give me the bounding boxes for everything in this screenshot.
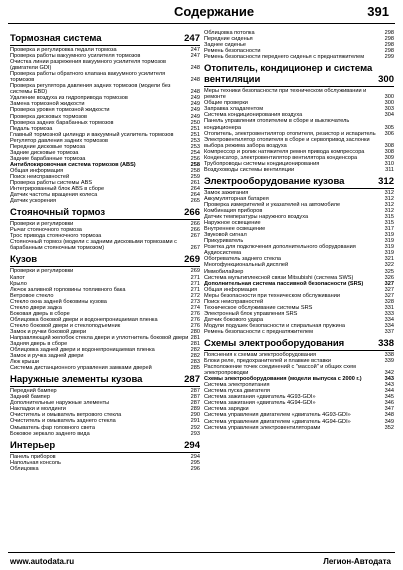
page-ref: 276 [190,322,200,329]
entry-title: Облицовка [10,465,39,472]
section-title: Интерьер [10,439,56,451]
entry-title: Трубопроводы системы кондиционирования [204,160,320,167]
section-heading [10,207,200,220]
page-ref: 267 [190,245,200,252]
page-ref: 346 [384,400,394,407]
section-title: Схемы электрооборудования [204,338,345,350]
page-ref: 256 [190,155,200,162]
page-ref: 287 [190,394,200,401]
entry-title: Общая информация [204,286,258,293]
page-ref: 247 [190,53,200,60]
entry-title: Проверка работы обратного клапана вакуумного усилителя тормозов [10,71,166,84]
entry-title: Проверка измерителей и указателей на автомобиле [204,201,341,208]
section-heading [10,440,200,453]
section-heading [10,33,200,46]
page-ref: 310 [384,160,394,167]
entry-title: Датчик бокового удара [204,316,264,323]
entry-title: Система управления двигателем «двигатель 4G93-GDI» [204,412,351,419]
page-ref: 319 [384,244,394,251]
page-ref: 249 [190,101,200,108]
entry-title: Модули подушек безопасности и спиральная пружина [204,322,346,329]
entry-title: Расположение точек соединений с "массой" и общих схем электропроводки [204,364,356,377]
footer-website: www.autodata.ru [10,557,75,566]
entry-title: Накладки и молдинги [10,406,66,413]
page-ref: 276 [190,316,200,323]
entry-title: Стекло двери задка [10,304,62,311]
section-title: Отопитель, кондиционер и система вентиляции [204,63,373,86]
page-ref: 249 [190,107,200,114]
page-ref: 287 [190,400,200,407]
page-ref: 326 [384,274,394,281]
page-ref: 271 [190,274,200,281]
page-ref: 266 [190,221,200,228]
entry-title: Поиск неисправностей [10,173,70,180]
entry-title: Замок зажигания [204,189,249,196]
page-ref: 312 [384,201,394,208]
entry-title: Проверка работы вакуумного усилителя тормозов [10,53,141,60]
page-ref: 258 [190,167,200,174]
entry-title: Ремень безопасности [204,48,261,55]
page-ref: 339 [384,358,394,365]
entry-title: Система кондиционирования воздуха [204,112,303,119]
entry-title: Датчик частоты вращения колеса [10,192,98,199]
page-ref: 258 [190,161,200,168]
page-ref: 259 [190,173,200,180]
entry-title: Заднее сиденье [204,42,247,49]
entry-title: Отопитель, электровентилятор отопителя, резистор и испаритель [204,130,376,137]
page-ref: 271 [190,286,200,293]
entry-title: Панель приборов [10,453,56,460]
entry-title: Стекло боковой двери и стеклоподъемник [10,322,121,329]
page-ref: 298 [384,36,394,43]
page-ref: 312 [384,189,394,196]
page-ref: 306 [384,130,394,137]
entry-title: Трос привода стояночного тормоза [10,233,102,240]
toc-entry [204,137,394,149]
entry-title: Омыватель фар головного света [10,424,95,431]
page-ref: 312 [378,175,394,187]
page-ref: 293 [190,430,200,437]
page-ref: 312 [384,208,394,215]
page-ref: 271 [190,280,200,287]
entry-title: Стояночный тормоз (модели с задними дисковыми тормозами с барабанным стояночным тормозом) [10,239,177,252]
section-heading [204,338,394,351]
entry-title: Регулятор давления задних тормозов [10,137,108,144]
entry-title: Конденсатор, электровентилятор вентилятора конденсора [204,154,358,161]
entry-title: Очиститель и омыватель ветрового стекла [10,412,122,419]
page-ref: 273 [190,298,200,305]
page-ref: 269 [184,254,200,266]
entry-title: Проверка работы системы ABS [10,180,93,187]
page-ref: 334 [384,322,394,329]
page-ref: 343 [384,376,394,383]
page-ref: 282 [190,353,200,360]
page-ref: 290 [190,412,200,419]
page-ref: 315 [384,220,394,227]
entry-title: Система дистанционного управления замками дверей [10,365,152,372]
entry-title: Система зажигания «двигатель 4G93-GDI» [204,394,316,401]
page-ref: 294 [190,453,200,460]
page-ref: 251 [190,125,200,132]
header-rule [8,23,395,24]
page-ref: 311 [385,166,394,173]
page-ref: 352 [384,424,394,431]
page-ref: 248 [190,77,200,84]
page-ref: 303 [384,106,394,113]
toc-entry [10,59,200,71]
page-ref: 294 [184,439,200,451]
entry-title: Замена тормозной жидкости [10,101,85,108]
toc-entry [10,71,200,83]
page-ref: 247 [184,33,200,44]
entry-title: Передний бампер [10,388,57,395]
page-ref: 317 [384,226,394,233]
page-footer [0,552,403,570]
toc-entry [10,431,200,437]
entry-title: Система пуска двигателя [204,388,270,395]
toc-entry [204,364,394,376]
section-heading [204,63,394,87]
page-ref: 292 [190,424,200,431]
page-title: Содержание [174,4,255,19]
entry-title: Боковая дверь в сборе [10,310,70,317]
entry-title: Люк крыши [10,359,40,366]
entry-title: Датчик ускорения [10,198,56,205]
entry-title: Поиск неисправностей [204,298,264,305]
page-ref: 266 [184,207,200,219]
page-ref: 337 [384,328,394,335]
footer-publisher: Легион-Автодата [323,557,391,566]
toc-entry [10,198,200,204]
page-ref: 327 [384,280,394,287]
page-ref: 272 [190,292,200,299]
page-ref: 312 [384,195,394,202]
page-ref: 327 [384,292,394,299]
page-ref: 321 [384,256,394,263]
page-ref: 248 [190,65,200,72]
toc-entry [10,83,200,95]
entry-title: Облицовка боковой двери и водонепроницаемая пленка [10,316,158,323]
entry-title: Проверки и регулировки [10,268,74,275]
entry-title: Схемы электрооборудования (модели выпуска с 2000 г.) [204,376,362,383]
entry-title: Замок и ручки боковой двери [10,328,87,335]
entry-title: Общая информация [10,167,64,174]
page-ref: 327 [384,286,394,293]
page-ref: 309 [384,154,394,161]
page-ref: 322 [384,262,394,269]
entry-title: Капот [10,274,25,281]
entry-title: Система зажигания «двигатель 4G94-GDI» [204,400,316,407]
entry-title: Очистка линии разрежения вакуумного усилителя тормозов (двигатели GDI) [10,59,167,72]
entry-title: Облицовка потолка [204,30,255,36]
entry-title: Облицовка задней двери и водонепроницаемая пленка [10,347,155,354]
toc-entry [204,54,394,60]
page-ref: 269 [190,268,200,275]
entry-title: Ветровое стекло [10,292,54,299]
page-number: 391 [367,4,389,19]
toc-entry [10,365,200,371]
page-ref: 319 [384,232,394,239]
page-ref: 300 [384,100,394,107]
entry-title: Удаление воздуха из гидропривода тормозов [10,95,128,102]
page-ref: 343 [384,382,394,389]
page-ref: 267 [190,233,200,240]
page-ref: 338 [384,352,394,359]
page-ref: 250 [190,119,200,126]
section-title: Тормозная система [10,33,102,44]
entry-title: Система управления двигателем «двигатель 4G94-GDI» [204,418,351,425]
page-ref: 331 [384,304,394,311]
page-ref: 287 [190,388,200,395]
page-ref: 344 [384,388,394,395]
page-ref: 253 [190,137,200,144]
page-ref: 289 [190,406,200,413]
toc-right-column [204,30,394,431]
page-header [0,0,403,24]
entry-title: Передние сиденья [204,36,253,43]
page-ref: 304 [384,112,394,119]
entry-title: Проверки и регулировки [10,221,74,228]
page-ref: 264 [190,192,200,199]
page-ref: 264 [190,186,200,193]
entry-title: Задняя дверь в сборе [10,341,68,348]
entry-title: Напольная консоль [10,459,61,466]
entry-title: Иммобилайзер [204,268,244,275]
page-ref: 266 [190,227,200,234]
entry-title: Электровентилятор отопителя в сборе и сервопривод заслонки выбора режима забора воздуха [204,136,370,149]
entry-title: Дополнительные наружные элементы [10,400,110,407]
page-ref: 276 [190,310,200,317]
entry-title: Интегрированный блок ABS в сборе [10,186,105,193]
section-heading [204,176,394,189]
entry-title: Панель управления отопителем в сборе и выключатель кондиционера [204,118,350,131]
toc-left-column [10,30,200,472]
entry-title: Внутреннее освещение [204,226,266,233]
page-ref: 283 [190,359,200,366]
entry-title: Рычаг стояночного тормоза [10,227,82,234]
page-ref: 334 [384,316,394,323]
entry-title: Проверка дисковых тормозов [10,113,87,120]
entry-title: Очиститель и омыватель заднего стекла [10,418,116,425]
page-ref: 300 [378,74,394,86]
page-ref: 281 [190,341,200,348]
page-ref: 349 [384,418,394,425]
entry-title: Пояснения к схемам электрооборудования [204,352,317,359]
entry-title: Датчик температуры наружного воздуха [204,214,309,221]
entry-title: Ремень безопасности переднего сиденья с преднатяжителем [204,54,365,61]
entry-title: Дополнительная система пассивной безопасности (SRS) [204,280,364,287]
page-ref: 249 [190,113,200,120]
entry-title: Звуковой сигнал [204,232,247,239]
entry-title: Общие проверки [204,100,248,107]
page-ref: 298 [384,48,394,55]
entry-title: Передние дисковые тормоза [10,143,86,150]
page-ref: 347 [384,406,394,413]
entry-title: Наружное освещение [204,220,261,227]
page-ref: 285 [190,365,200,372]
page-ref: 338 [378,338,394,350]
entry-title: Замок и ручка задней двери [10,353,84,360]
page-ref: 287 [184,374,200,386]
entry-title: Система электропитания [204,382,270,389]
page-ref: 251 [190,131,200,138]
page-ref: 265 [190,198,200,205]
entry-title: Задние дисковые тормоза [10,149,79,156]
page-ref: 308 [384,142,394,149]
page-ref: 254 [190,149,200,156]
entry-title: Система мультиплексной связи Mitsubishi (система SWS) [204,274,354,281]
page-ref: 281 [190,334,200,341]
entry-title: Заправка хладагентом [204,106,264,113]
entry-title: Комбинация приборов [204,208,263,215]
toc-entry [10,466,200,472]
page-ref: 298 [384,42,394,49]
entry-title: Стекло окна задней боковины кузова [10,298,107,305]
entry-title: Аудиосистема [204,250,242,257]
entry-title: Крыло [10,280,27,287]
entry-title: Система управления электровентиляторами [204,424,321,431]
entry-title: Проверка уровня тормозной жидкости [10,107,110,114]
entry-title: Направляющий желобок стекла двери и уплотнитель боковой двери [10,334,189,341]
page-ref: 315 [384,214,394,221]
entry-title: Техническое обслуживание системы SRS [204,304,313,311]
page-ref: 325 [384,268,394,275]
page-ref: 253 [190,143,200,150]
section-heading [10,254,200,267]
page-ref: 308 [384,148,394,155]
entry-title: Меры безопасности при техническом обслуживании [204,292,340,299]
entry-title: Боковое зеркало заднего вида [10,430,90,437]
page-ref: 274 [190,304,200,311]
page-ref: 342 [384,370,394,377]
page-ref: 261 [190,180,200,187]
section-heading [10,374,200,387]
entry-title: Многофункциональный дисплей [204,262,289,269]
toc-entry [204,329,394,335]
toc-entry [204,167,394,173]
entry-title: Задние барабанные тормоза [10,155,86,162]
page-ref: 328 [384,298,394,305]
toc-entry [204,425,394,431]
section-title: Наружные элементы кузова [10,374,143,386]
page-ref: 300 [384,94,394,101]
page-ref: 299 [384,54,394,61]
page-ref: 296 [190,465,200,472]
toc-entry [10,239,200,251]
entry-title: Проверка задних барабанных тормозов [10,119,114,126]
page-ref: 305 [384,124,394,131]
entry-title: Главный тормозной цилиндр и вакуумный усилитель тормозов [10,131,174,138]
entry-title: Антиблокировочная система тормозов (ABS) [10,161,136,168]
entry-title: Педаль тормоза [10,125,53,132]
page-ref: 291 [190,418,200,425]
entry-title: Электронный блок управления SRS [204,310,298,317]
section-title: Электрооборудование кузова [204,175,345,187]
entry-title: Прикуриватель [204,238,244,245]
entry-title: Проверка и регулировка педали тормоза [10,47,117,53]
page-ref: 319 [384,250,394,257]
entry-title: Воздуховоды системы вентиляции [204,166,295,173]
page-ref: 348 [384,412,394,419]
page-ref: 345 [384,394,394,401]
entry-title: Компрессор и ролик натяжителя ремня привода компрессора [204,148,365,155]
entry-title: Проверка регулятора давления задних тормозов (модели без системы EBD) [10,83,171,96]
section-title: Кузов [10,254,38,266]
toc-entry [204,118,394,130]
footer-rule [8,552,395,553]
entry-title: Ремень безопасности с преднатяжителем [204,328,313,335]
entry-title: Лючок заливной горловины топливного бака [10,286,126,293]
page-ref: 333 [384,310,394,317]
page-ref: 248 [190,89,200,96]
entry-title: Аккумуляторная батарея [204,195,269,202]
page-ref: 295 [190,459,200,466]
page-ref: 280 [190,328,200,335]
entry-title: Блоки реле, предохранителей и плавкие вставки [204,358,331,365]
page-ref: 282 [190,347,200,354]
toc-entry [204,88,394,100]
page-ref: 249 [190,95,200,102]
page-ref: 247 [190,47,200,53]
page-ref: 298 [384,30,394,36]
entry-title: Розетка для подключения дополнительного оборудования [204,244,356,251]
entry-title: Система зарядки [204,406,249,413]
page-ref: 319 [384,238,394,245]
entry-title: Обогреватель заднего стекла [204,256,281,263]
entry-title: Меры техники безопасности при техническом обслуживании и ремонте [204,88,367,101]
section-title: Стояночный тормоз [10,207,106,219]
entry-title: Задний бампер [10,394,50,401]
